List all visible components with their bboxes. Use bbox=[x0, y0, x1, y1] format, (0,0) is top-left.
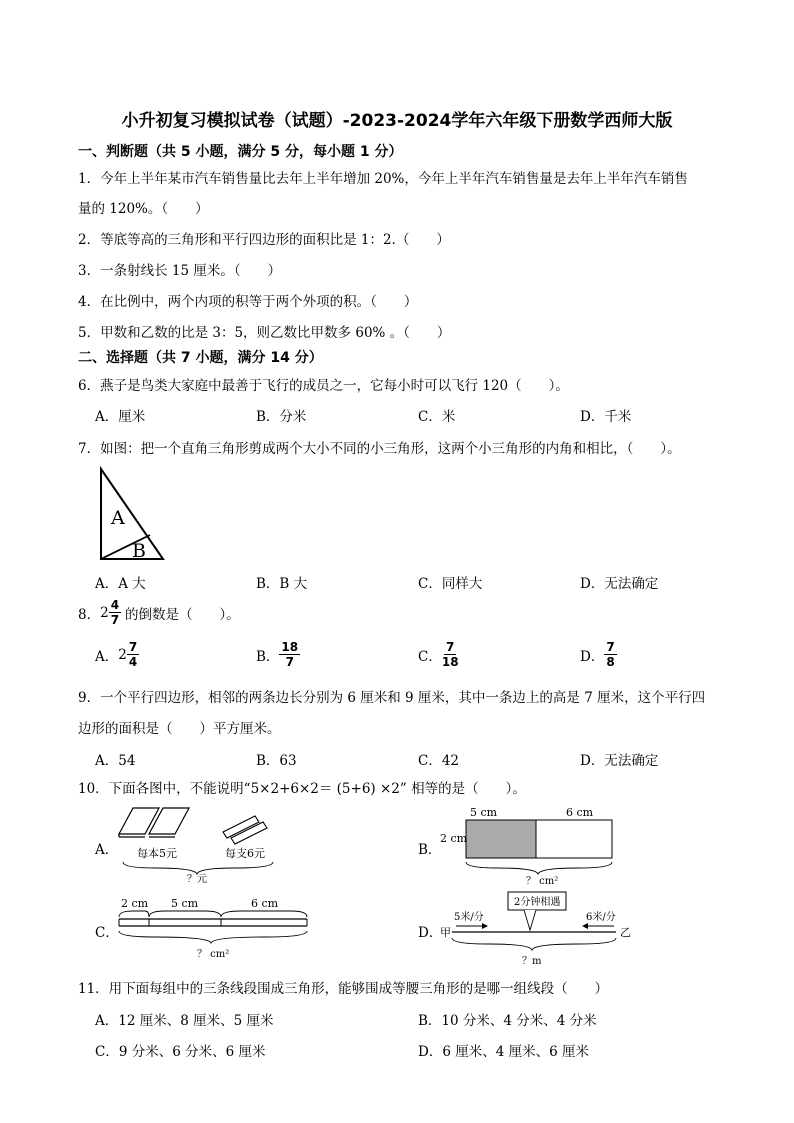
section-1-heading: 一、判断题（共 5 小题，满分 5 分，每小题 1 分） bbox=[78, 144, 403, 160]
q6-option-d: D．千米 bbox=[580, 409, 632, 425]
q10-option-a-figure bbox=[115, 802, 280, 884]
question-2: 2．等底等高的三角形和平行四边形的面积比是 1：2.（ ） bbox=[78, 232, 450, 248]
q11-option-b: B．10 分米、4 分米、4 分米 bbox=[418, 1013, 597, 1029]
question-1-line2: 量的 120%。（ ） bbox=[78, 201, 209, 217]
svg-text:2分钟相遇: 2分钟相遇 bbox=[514, 897, 561, 908]
book-icon bbox=[119, 808, 189, 837]
svg-text:乙: 乙 bbox=[620, 926, 631, 939]
svg-text:2 cm: 2 cm bbox=[440, 832, 468, 845]
page-title: 小升初复习模拟试卷（试题）-2023-2024学年六年级下册数学西师大版 bbox=[121, 111, 673, 131]
svg-text:？m: ？m bbox=[522, 956, 542, 967]
q7-option-a: A．A 大 bbox=[95, 576, 146, 592]
svg-text:？ cm²: ？ cm² bbox=[526, 876, 559, 886]
q7-label-b: B bbox=[132, 540, 146, 562]
arrow-right-icon bbox=[482, 923, 488, 929]
q10-option-c-label: C． bbox=[95, 925, 119, 941]
question-7: 7．如图：把一个直角三角形剪成两个大小不同的小三角形，这两个小三角形的内角和相比，（ ）。 bbox=[78, 441, 681, 457]
q8-option-d: D． $\frac{7}{8}$ bbox=[580, 640, 615, 669]
q10-option-a-label: A． bbox=[95, 842, 119, 858]
q7-label-a: A bbox=[111, 507, 125, 529]
svg-text:5 cm: 5 cm bbox=[171, 897, 199, 910]
question-9-line1: 9．一个平行四边形，相邻的两条边长分别为 6 厘米和 9 厘米，其中一条边上的高是 7 厘米，这个平行四 bbox=[78, 690, 706, 706]
svg-text:每本5元: 每本5元 bbox=[137, 847, 177, 860]
question-8: 8． 2 $\frac{4}{7}$ 的倒数是（ ）。 bbox=[78, 598, 240, 627]
q10-option-d-figure bbox=[438, 888, 638, 968]
q10-option-d-label: D． bbox=[418, 925, 443, 941]
question-11: 11．用下面每组中的三条线段围成三角形，能够围成等腰三角形的是哪一组线段（ ） bbox=[78, 981, 609, 997]
question-4: 4．在比例中，两个内项的积等于两个外项的积。（ ） bbox=[78, 294, 418, 310]
svg-text:5 cm: 5 cm bbox=[470, 806, 498, 819]
svg-text:每支6元: 每支6元 bbox=[225, 847, 265, 860]
svg-text:甲: 甲 bbox=[440, 926, 451, 939]
q11-option-c: C．9 分米、6 分米、6 厘米 bbox=[95, 1044, 266, 1060]
svg-text:5米/分: 5米/分 bbox=[454, 912, 484, 923]
q9-option-a: A．54 bbox=[95, 753, 136, 769]
q9-option-d: D．无法确定 bbox=[580, 753, 659, 769]
q10-option-b-figure bbox=[438, 804, 618, 886]
question-3: 3．一条射线长 15 厘米。（ ） bbox=[78, 263, 282, 279]
section-2-heading: 二、选择题（共 7 小题，满分 14 分） bbox=[78, 350, 323, 366]
pen-icon bbox=[223, 816, 267, 844]
q8-option-b: B． $\frac{18}{7}$ bbox=[256, 640, 299, 669]
svg-text:？元: ？元 bbox=[187, 874, 207, 884]
q9-option-b: B．63 bbox=[256, 753, 297, 769]
svg-text:6 cm: 6 cm bbox=[566, 806, 594, 819]
question-9-line2: 边形的面积是（ ）平方厘米。 bbox=[78, 721, 281, 737]
svg-text:2 cm: 2 cm bbox=[121, 897, 149, 910]
q10-option-c-figure bbox=[115, 895, 315, 967]
q11-option-d: D．6 厘米、4 厘米、6 厘米 bbox=[418, 1044, 589, 1060]
question-1-line1: 1．今年上半年某市汽车销售量比去年上半年增加 20%，今年上半年汽车销售量是去年上半年汽车销售 bbox=[78, 171, 688, 187]
question-6: 6．燕子是鸟类大家庭中最善于飞行的成员之一，它每小时可以飞行 120（ ）。 bbox=[78, 378, 569, 394]
question-5: 5．甲数和乙数的比是 3：5，则乙数比甲数多 60% 。（ ） bbox=[78, 325, 451, 341]
q7-triangle-figure bbox=[95, 465, 170, 563]
q6-option-b: B．分米 bbox=[256, 409, 307, 425]
q7-option-d: D．无法确定 bbox=[580, 576, 659, 592]
q11-option-a: A．12 厘米、8 厘米、5 厘米 bbox=[95, 1013, 274, 1029]
q10-option-b-label: B． bbox=[418, 842, 442, 858]
svg-text:6米/分: 6米/分 bbox=[586, 912, 616, 923]
arrow-left-icon bbox=[582, 923, 588, 929]
q8-option-a: A． 2 $\frac{7}{4}$ bbox=[95, 640, 138, 669]
q9-option-c: C．42 bbox=[418, 753, 460, 769]
q7-option-c: C．同样大 bbox=[418, 576, 483, 592]
question-10: 10．下面各图中，不能说明“5×2+6×2＝ (5+6) ×2” 相等的是（ ）。 bbox=[78, 781, 526, 797]
svg-text:？ cm²: ？ cm² bbox=[197, 949, 230, 960]
q8-fraction: $\frac{4}{7}$ bbox=[110, 598, 120, 627]
svg-text:6 cm: 6 cm bbox=[251, 897, 279, 910]
q8-option-c: C． $\frac{7}{18}$ bbox=[418, 640, 459, 669]
q6-option-c: C．米 bbox=[418, 409, 456, 425]
q6-option-a: A．厘米 bbox=[95, 409, 146, 425]
q7-option-b: B．B 大 bbox=[256, 576, 308, 592]
